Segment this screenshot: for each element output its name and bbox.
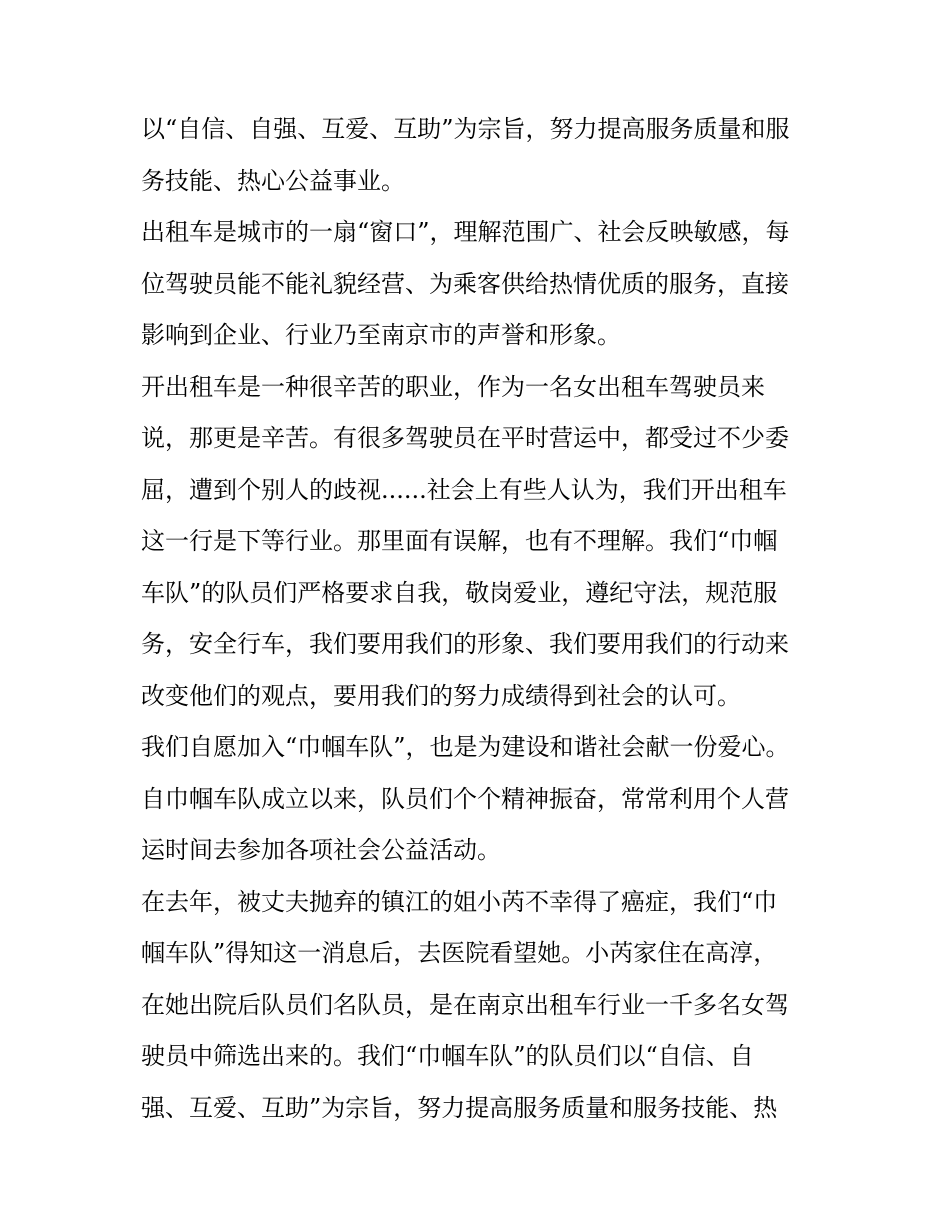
document-body <box>141 104 821 1134</box>
text-line: 出租车是城市的一扇“窗口”，理解范围广、社会反映敏感，每 <box>141 218 790 246</box>
text-line: 务技能、热心公益事业。 <box>141 166 405 195</box>
text-line: 在她出院后队员们名队员，是在南京出租车行业一千多名女驾 <box>141 990 789 1019</box>
text-line: 强、互爱、互助”为宗旨，努力提高服务质量和服务技能、热 <box>141 1093 778 1122</box>
text-line: 车队”的队员们严格要求自我，敬岗爱业，遵纪守法，规范服 <box>141 578 778 607</box>
text-line: 帼车队”得知这一消息后，去医院看望她。小芮家住在高淳， <box>141 939 778 967</box>
text-line: 说，那更是辛苦。有很多驾驶员在平时营运中，都受过不少委 <box>141 424 789 452</box>
text-line: 以“自信、自强、互爱、互助”为宗旨，努力提高服务质量和服 <box>141 115 790 143</box>
text-line: 我们自愿加入“巾帼车队”，也是为建设和谐社会献一份爱心。 <box>141 733 790 761</box>
text-line: 这一行是下等行业。那里面有误解，也有不理解。我们“巾帼 <box>141 527 778 555</box>
text-line: 开出租车是一种很辛苦的职业，作为一名女出租车驾驶员来 <box>141 372 765 401</box>
text-line: 位驾驶员能不能礼貌经营、为乘客供给热情优质的服务，直接 <box>141 269 789 298</box>
text-line: 改变他们的观点，要用我们的努力成绩得到社会的认可。 <box>141 681 741 710</box>
text-line: 影响到企业、行业乃至南京市的声誉和形象。 <box>141 321 621 349</box>
text-line: 在去年，被丈夫抛弃的镇江的姐小芮不幸得了癌症，我们“巾 <box>141 887 778 916</box>
text-line: 运时间去参加各项社会公益活动。 <box>141 836 501 864</box>
text-line: 自巾帼车队成立以来，队员们个个精神振奋，常常利用个人营 <box>141 784 789 813</box>
text-line: 驶员中筛选出来的。我们“巾帼车队”的队员们以“自信、自 <box>141 1042 754 1070</box>
text-line: 屈，遭到个别人的歧视......社会上有些人认为，我们开出租车 <box>141 475 787 504</box>
text-line: 务，安全行车，我们要用我们的形象、我们要用我们的行动来 <box>141 630 789 658</box>
